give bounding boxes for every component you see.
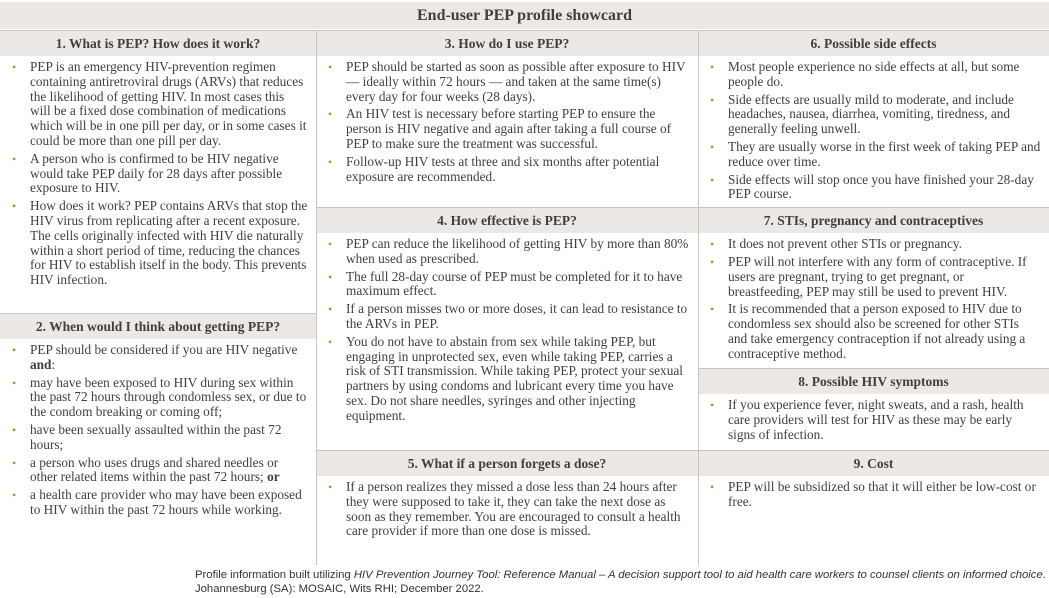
bold-and: and — [30, 356, 52, 372]
footer-prefix: Profile information built utilizing — [195, 569, 354, 581]
footer-publisher: Johannesburg (SA): MOSAIC, Wits RHI; December 2022. — [195, 583, 484, 595]
list-item-text: It does not prevent other STIs or pregnancy. — [728, 236, 962, 252]
footer-citation — [195, 568, 1046, 596]
list-item-text: PEP can reduce the likelihood of getting HIV by more than 80% when used as prescribed. — [346, 236, 689, 266]
section-heading: 6. Possible side effects — [698, 30, 1049, 56]
list-item-text: If you experience fever, night sweats, and a rash, health care providers will test for HIV as these may be early signs of infection. — [728, 397, 1024, 442]
list-item-text: PEP should be considered if you are HIV negative — [30, 342, 298, 357]
list-item — [324, 237, 690, 267]
list-item-text: They are usually worse in the first week of taking PEP and reduce over time. — [728, 138, 1041, 169]
list-item-text: Most people experience no side effects at all, but some people do. — [728, 59, 1020, 89]
list-item — [8, 199, 308, 288]
section-heading: 3. How do I use PEP? — [316, 30, 698, 56]
list-item — [8, 488, 308, 518]
list-item — [706, 237, 1041, 252]
list-item — [706, 302, 1041, 361]
section-content — [316, 56, 698, 207]
list-item — [706, 398, 1041, 442]
section-content — [698, 394, 1049, 450]
list-item-text: How does it work? PEP contains ARVs that stop the HIV virus from replicating after a recent exposure. The cells originally infected with HIV die naturally within a short period of time, reducing the chances for HIV to establish itself in the body. This prevents HIV infection. — [30, 198, 308, 288]
column-divider — [698, 30, 699, 565]
list-item-text: may have been exposed to HIV during sex within the past 72 hours through condomless sex, or due to the condom breaking or coming off; — [30, 374, 307, 420]
list-item — [324, 335, 690, 424]
footer-source-title: HIV Prevention Journey Tool: Reference Manual – A decision support tool to aid health care workers to counsel clients on informed choice — [353, 569, 1043, 581]
list-item-text: PEP will be subsidized so that it will either be low-cost or free. — [728, 479, 1036, 509]
list-item-text: If a person realizes they missed a dose less than 24 hours after they were supposed to take it, they can take the next dose as soon as they remember. You are encouraged to consult a health care provider if more than one dose is missed. — [346, 479, 681, 539]
section-content — [0, 56, 316, 313]
list-item-text: You do not have to abstain from sex while taking PEP, but engaging in unprotected sex, even while taking PEP, carries a risk of STI transmission. While taking PEP, protect your sexual partners by using condoms and lubricant every time you have sex. Do not share needles, syringes and other injecting equipment. — [346, 333, 683, 423]
list-item-text: a person who uses drugs and shared needles or other related items within the past 72 hours; — [30, 454, 279, 485]
list-item — [706, 60, 1041, 90]
list-item — [324, 60, 690, 104]
column-2 — [316, 30, 698, 565]
list-item — [706, 93, 1041, 137]
list-item-text: A person who is confirmed to be HIV negative would take PEP daily for 28 days after possible exposure to HIV. — [30, 150, 283, 196]
list-item-text: Side effects are usually mild to moderate, and include headaches, nausea, diarrhea, vomiting, tiredness, and generally feeling unwell. — [728, 91, 1014, 137]
list-item — [8, 423, 308, 453]
list-item-text: PEP is an emergency HIV-prevention regimen containing antiretroviral drugs (ARVs) that reduces the likelihood of getting HIV. In most cases this will be a fixed dose combination of medications which will be in one pill per day, or in some cases it could be more than one pill per day. — [30, 59, 307, 148]
column-1 — [0, 30, 316, 564]
footer-suffix: . — [1042, 569, 1046, 581]
column-divider — [316, 30, 317, 565]
column-3 — [698, 30, 1049, 565]
section-content — [0, 339, 316, 564]
section-heading: 9. Cost — [698, 450, 1049, 476]
list-item — [324, 302, 690, 332]
list-item-text: Follow-up HIV tests at three and six months after potential exposure are recommended. — [346, 153, 660, 184]
list-item-text: PEP should be started as soon as possible after exposure to HIV — ideally within 72 hours — and taken at the same time(s) every day for four weeks (28 days). — [346, 59, 686, 104]
list-item — [8, 456, 308, 486]
list-item — [8, 60, 308, 149]
list-item — [706, 255, 1041, 299]
list-item-text: The full 28-day course of PEP must be completed for it to have maximum effect. — [346, 268, 683, 299]
section-content — [316, 476, 698, 565]
section-heading: 4. How effective is PEP? — [316, 207, 698, 233]
section-heading: 7. STIs, pregnancy and contraceptives — [698, 207, 1049, 233]
section-content — [698, 233, 1049, 368]
list-item — [706, 480, 1041, 510]
showcard-title: End-user PEP profile showcard — [0, 2, 1049, 29]
list-item-text: a health care provider who may have been exposed to HIV within the past 72 hours while working. — [30, 487, 302, 517]
section-heading: 1. What is PEP? How does it work? — [0, 30, 316, 56]
list-item — [324, 480, 690, 539]
section-heading: 5. What if a person forgets a dose? — [316, 450, 698, 476]
list-item — [706, 173, 1041, 203]
list-item-text: have been sexually assaulted within the past 72 hours; — [30, 421, 282, 452]
list-item-text: It is recommended that a person exposed to HIV due to condomless sex should also be screened for other STIs and take emergency contraception if not already using a contraceptive method. — [728, 301, 1026, 361]
bold-or: or — [267, 469, 280, 485]
list-item — [324, 107, 690, 151]
section-content — [316, 233, 698, 450]
list-item — [8, 376, 308, 420]
section-heading: 2. When would I think about getting PEP? — [0, 313, 316, 339]
section-content — [698, 476, 1049, 565]
list-item-text: If a person misses two or more doses, it can lead to resistance to the ARVs in PEP. — [346, 301, 688, 331]
list-item-text: An HIV test is necessary before starting PEP to ensure the person is HIV negative and again after taking a full course of PEP to make sure the treatment was successful. — [346, 106, 672, 151]
list-item — [8, 152, 308, 196]
list-item: • PEP should be considered if you are HIV negative and: — [8, 343, 308, 373]
list-item — [324, 155, 690, 185]
list-item-text: PEP will not interfere with any form of contraceptive. If users are pregnant, trying to get pregnant, or breastfeeding, PEP may still be used to prevent HIV. — [728, 253, 1027, 299]
section-content — [698, 56, 1049, 207]
section-heading: 8. Possible HIV symptoms — [698, 368, 1049, 394]
list-item-text: Side effects will stop once you have finished your 28-day PEP course. — [728, 171, 1034, 202]
list-item — [706, 140, 1041, 170]
list-item — [324, 270, 690, 300]
